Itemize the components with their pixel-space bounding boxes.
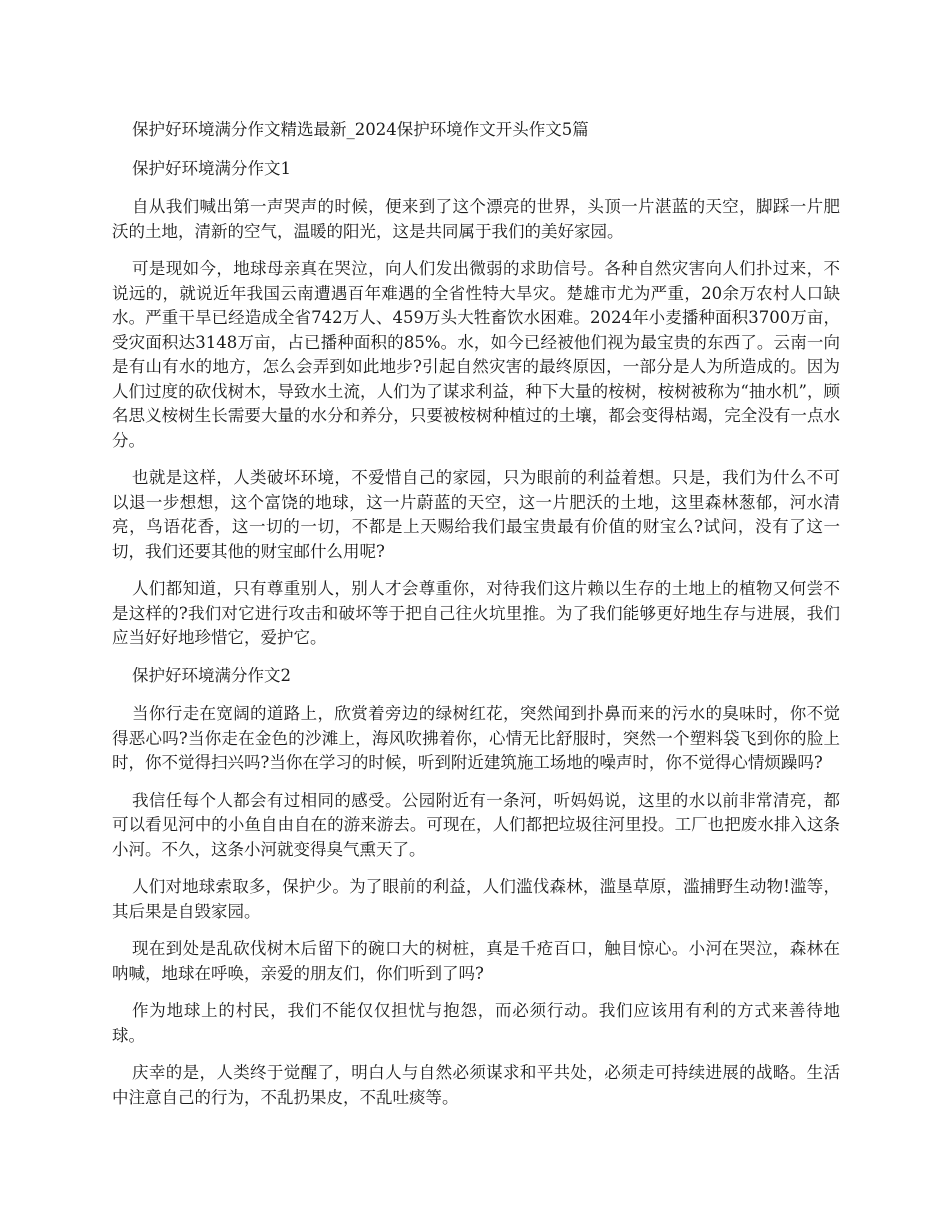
section-heading-2: 保护好环境满分作文2	[132, 665, 291, 685]
document-page	[112, 118, 840, 1123]
paragraph: 也就是这样，人类破坏环境，不爱惜自己的家园，只为眼前的利益着想。只是，我们为什么不可以退一步想想，这个富饶的地球，这一片蔚蓝的天空，这一片肥沃的土地，这里森林葱郁，河水清亮，鸟语花香，这一切的一切，不都是上天赐给我们最宝贵最有价值的财宝么?试问，没有了这一切，我们还要其他的财宝邮什么用呢?	[112, 468, 840, 561]
paragraph: 可是现如今，地球母亲真在哭泣，向人们发出微弱的求助信号。各种自然灾害向人们扑过来，不说远的，就说近年我国云南遭遇百年难遇的全省性特大旱灾。楚雄市尤为严重，20余万农村人口缺水。严重干旱已经造成全省742万人、459万头大牲畜饮水困难。2024年小麦播种面积3700万亩，受灾面积达3148万亩，占已播种面积的85%。水，如今已经被他们视为最宝贵的东西了。云南一向是有山有水的地方，怎么会弄到如此地步?引起自然灾害的最终原因，一部分是人为所造成的。因为人们过度的砍伐树木，导致水土流，人们为了谋求利益，种下大量的桉树，桉树被称为“抽水机”，顾名思义桉树生长需要大量的水分和养分，只要被桉树种植过的土壤，都会变得枯竭，完全没有一点水分。	[112, 259, 840, 450]
paragraph: 作为地球上的村民，我们不能仅仅担忧与抱怨，而必须行动。我们应该用有利的方式来善待地球。	[112, 1001, 840, 1045]
document-title: 保护好环境满分作文精选最新_2024保护环境作文开头作文5篇	[132, 120, 589, 139]
paragraph: 庆幸的是，人类终于觉醒了，明白人与自然必须谋求和平共处，必须走可持续进展的战略。生活中注意自己的行为，不乱扔果皮，不乱吐痰等。	[112, 1063, 840, 1107]
paragraph: 人们都知道，只有尊重别人，别人才会尊重你，对待我们这片赖以生存的土地上的植物又何尝不是这样的?我们对它进行攻击和破坏等于把自己往火坑里推。为了我们能够更好地生存与进展，我们应当好好地珍惜它，爱护它。	[112, 579, 840, 647]
paragraph: 我信任每个人都会有过相同的感受。公园附近有一条河，听妈妈说，这里的水以前非常清亮，都可以看见河中的小鱼自由自在的游来游去。可现在，人们都把垃圾往河里投。工厂也把废水排入这条小河。不久，这条小河就变得臭气熏天了。	[112, 790, 840, 859]
paragraph: 人们对地球索取多，保护少。为了眼前的利益，人们滥伐森林，滥垦草原，滥捕野生动物!滥等，其后果是自毁家园。	[112, 877, 840, 921]
paragraph: 自从我们喊出第一声哭声的时候，便来到了这个漂亮的世界，头顶一片湛蓝的天空，脚踩一片肥沃的土地，清新的空气，温暖的阳光，这是共同属于我们的美好家园。	[112, 197, 840, 241]
paragraph: 现在到处是乱砍伐树木后留下的碗口大的树桩，真是千疮百口，触目惊心。小河在哭泣，森林在呐喊，地球在呼唤，亲爱的朋友们，你们听到了吗?	[112, 939, 840, 983]
section-heading-1: 保护好环境满分作文1	[132, 158, 291, 178]
paragraph: 当你行走在宽阔的道路上，欣赏着旁边的绿树红花，突然闻到扑鼻而来的污水的臭味时，你不觉得恶心吗?当你走在金色的沙滩上，海风吹拂着你，心情无比舒服时，突然一个塑料袋飞到你的脸上时，你不觉得扫兴吗?当你在学习的时候，听到附近建筑施工场地的噪声时，你不觉得心情烦躁吗?	[112, 704, 840, 772]
